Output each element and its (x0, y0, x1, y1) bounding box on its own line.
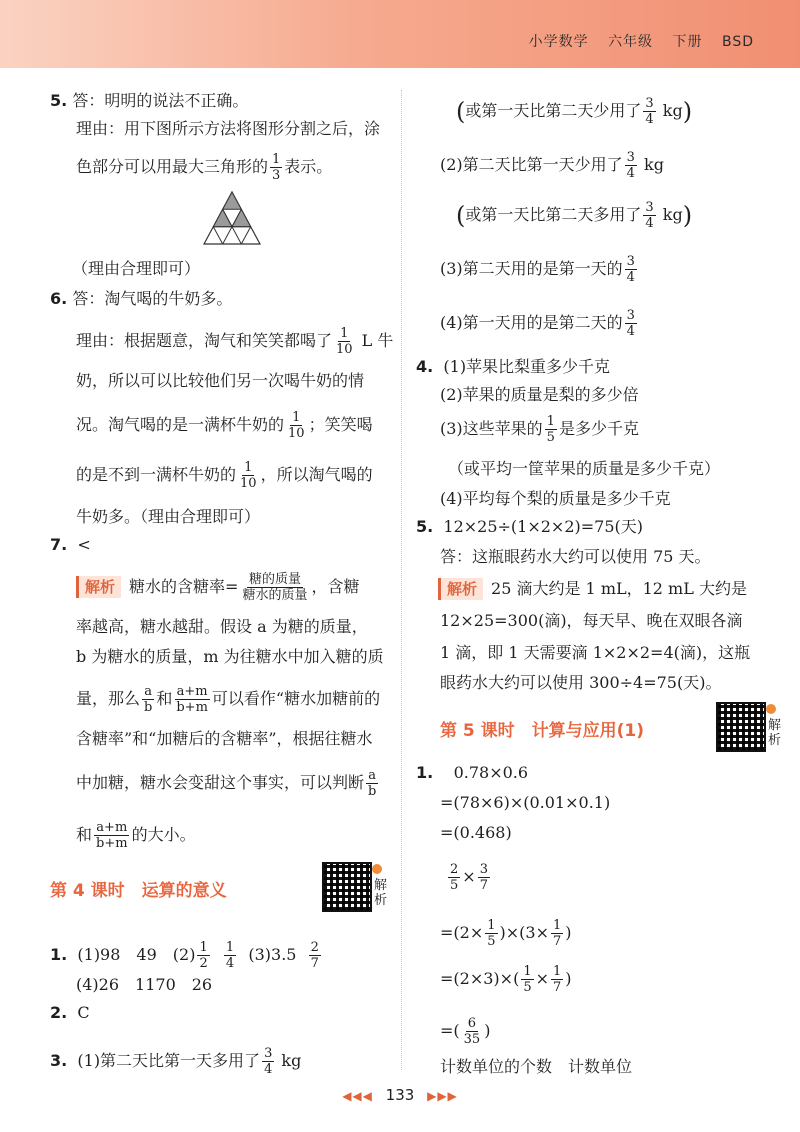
section-4-title: 第 4 课时 运算的意义 (50, 881, 227, 901)
qr-code-icon[interactable] (322, 862, 372, 912)
rq4-line-1: 4. (1)苹果比梨重多少千克 (416, 357, 611, 376)
q7-line-3: b 为糖水的质量，m 为往糖水中加入糖的质 (76, 647, 384, 666)
rq4-line-2: (2)苹果的质量是梨的多少倍 (440, 385, 639, 404)
q7-line-4: 量，那么 $\frac{a}{b}$ 和 $\frac{a+m}{b+m}$ 可以看作“糖水加糖前的 (76, 684, 381, 715)
qr-label: 解析 (374, 878, 388, 908)
rq5-line-1: 5. 12×25÷(1×2×2)=75(天) (416, 517, 644, 536)
rq5-line-2: 答：这瓶眼药水大约可以使用 75 天。 (440, 547, 711, 566)
rq5-line-6: 眼药水大约可以使用 300÷4=75(天)。 (440, 673, 722, 692)
q7-line-1: 解析 糖水的含糖率= $\frac{\text{糖的质量}}{\text{糖水的质量}}$ ，含糖 (76, 572, 359, 603)
page-footer (0, 1086, 800, 1104)
page-number: 133 (385, 1086, 415, 1104)
prev-arrows-icon: ◀◀◀ (342, 1089, 373, 1103)
s4-q2: 2. C (50, 1003, 90, 1022)
rq4-line-4: （或平均一筐苹果的质量是多少千克） (448, 459, 721, 478)
q5-answer: 5. 答：明明的说法不正确。 (50, 91, 249, 110)
r-alt-2: (或第一天比第二天多用了 $\frac{3}{4}$ kg) (456, 200, 693, 231)
s5-q1-line-1: 1. 0.78×0.6 (416, 763, 529, 782)
s5-q1-line-3: =(0.468) (440, 823, 512, 842)
rq5-line-3: 解析 25 滴大约是 1 mL，12 mL 大约是 (438, 578, 747, 600)
rq4-line-5: (4)平均每个梨的质量是多少千克 (440, 489, 671, 508)
s5-q1-line-8: 计数单位的个数 计数单位 (440, 1057, 633, 1076)
r-answer-2: (2)第二天比第一天少用了 $\frac{3}{4}$ kg (440, 150, 664, 181)
q7-line-2: 率越高，糖水越甜。假设 a 为糖的质量， (76, 617, 368, 636)
s4-q1-line-2: (4)26 1170 26 (76, 975, 213, 994)
q5-reason-2: 色部分可以用最大三角形的 $\frac{1}{3}$ 表示。 (76, 152, 333, 183)
r-answer-4: (4)第一天用的是第二天的 $\frac{3}{4}$ (440, 308, 635, 339)
q5-note: （理由合理即可） (72, 259, 201, 278)
edition-label: BSD (721, 34, 754, 50)
next-arrows-icon: ▶▶▶ (427, 1089, 458, 1103)
volume-label: 下册 (672, 34, 703, 50)
grade-label: 六年级 (608, 34, 654, 50)
q7-line-5: 含糖率”和“加糖后的含糖率”，根据往糖水 (76, 729, 373, 748)
s5-q1-line-4: $\frac{2}{5}$ × $\frac{3}{7}$ (450, 862, 488, 893)
q6-answer: 6. 答：淘气喝的牛奶多。 (50, 289, 233, 308)
s5-q1-line-5: =(2× $\frac{1}{5}$ )×(3× $\frac{1}{7}$ ) (440, 918, 572, 949)
q7-line-7: 和 $\frac{a+m}{b+m}$ 的大小。 (76, 820, 196, 851)
q6-line-1: 理由：根据题意，淘气和笑笑都喝了 $\frac{1}{10}$ L 牛 (76, 326, 394, 357)
r-alt-1: (或第一天比第二天少用了 $\frac{3}{4}$ kg) (456, 96, 693, 127)
column-divider (401, 90, 403, 1070)
q6-line-4: 的是不到一满杯牛奶的 $\frac{1}{10}$ ，所以淘气喝的 (76, 460, 373, 491)
rq5-line-4: 12×25=300(滴)，每天早、晚在双眼各滴 (440, 611, 743, 630)
q6-line-5: 牛奶多。（理由合理即可） (76, 507, 261, 526)
qr-code-icon[interactable] (716, 702, 766, 752)
analysis-tag: 解析 (438, 578, 483, 600)
r-answer-3: (3)第二天用的是第一天的 $\frac{3}{4}$ (440, 254, 635, 285)
s4-q3: 3. (1)第二天比第一天多用了 $\frac{3}{4}$ kg (50, 1046, 302, 1077)
q7-line-6: 中加糖，糖水会变甜这个事实，可以判断 $\frac{a}{b}$ (76, 768, 377, 799)
book-info (515, 31, 754, 51)
q7-answer: 7. < (50, 535, 91, 554)
s4-q1-line-1: 1. (1)98 49 (2) $\frac{1}{2}$ $\frac{1}{4}$ (3)3.5 $\frac{2}{7}$ (50, 940, 319, 971)
rq4-line-3: (3)这些苹果的 $\frac{1}{5}$ 是多少千克 (440, 414, 639, 445)
analysis-tag: 解析 (76, 576, 121, 598)
page-header (0, 0, 800, 68)
s5-q1-line-6: =(2×3)×( $\frac{1}{5}$ × $\frac{1}{7}$ ) (440, 964, 572, 995)
qr-label: 解析 (768, 718, 782, 748)
q6-line-2: 奶，所以可以比较他们另一次喝牛奶的情 (76, 371, 365, 390)
section-5-title: 第 5 课时 计算与应用(1) (440, 721, 645, 741)
play-dot-icon (372, 864, 382, 874)
subject-label: 小学数学 (528, 34, 589, 50)
s5-q1-line-2: =(78×6)×(0.01×0.1) (440, 793, 611, 812)
q5-reason: 理由：用下图所示方法将图形分割之后，涂 (76, 119, 381, 138)
q6-line-3: 况。淘气喝的是一满杯牛奶的 $\frac{1}{10}$ ；笑笑喝 (76, 410, 373, 441)
s5-q1-line-7: =( $\frac{6}{35}$ ) (440, 1016, 491, 1047)
play-dot-icon (766, 704, 776, 714)
triangle-figure (202, 190, 262, 246)
rq5-line-5: 1 滴，即 1 天需要滴 1×2×2=4(滴)，这瓶 (440, 643, 751, 662)
